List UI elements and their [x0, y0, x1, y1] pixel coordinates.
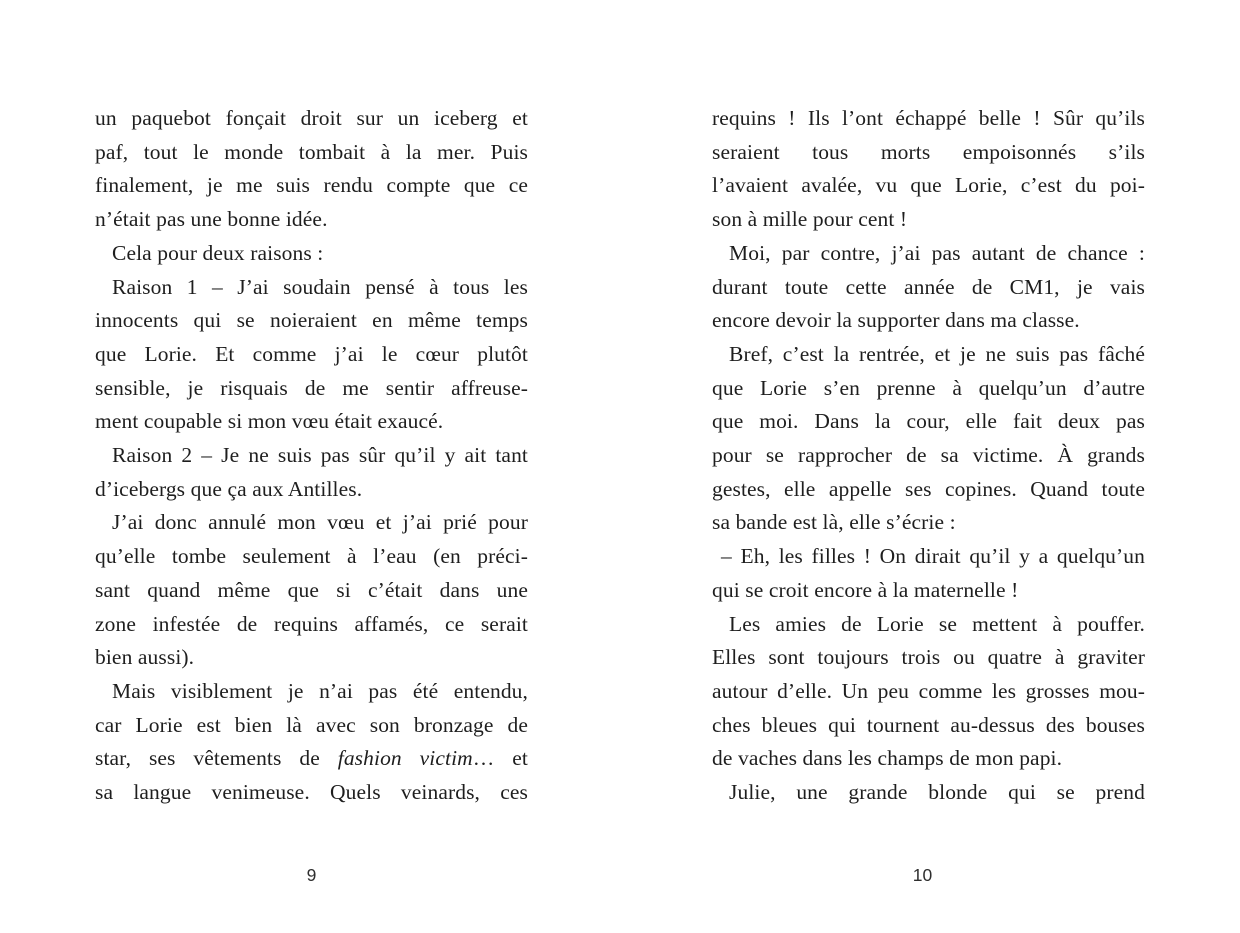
text-segment: que Lorie s’en prenne à quelqu’un d’autre: [712, 375, 1145, 400]
text-line: [712, 405, 1145, 439]
text-segment: Cela pour deux raisons :: [112, 240, 324, 265]
text-segment: seraient tous morts empoisonnés s’ils: [712, 139, 1145, 164]
text-segment: sa bande est là, elle s’écrie :: [712, 510, 956, 535]
text-line: [712, 338, 1145, 372]
text-segment: Bref, c’est la rentrée, et je ne suis pas fâché: [729, 341, 1145, 366]
text-line: [95, 271, 528, 305]
text-segment: sant quand même que si c’était dans une: [95, 577, 528, 602]
text-segment: ment coupable si mon vœu était exaucé.: [95, 409, 444, 434]
text-segment: d’icebergs que ça aux Antilles.: [95, 476, 363, 501]
text-line: [712, 540, 1145, 574]
text-line: [712, 102, 1145, 136]
text-segment: encore devoir la supporter dans ma classe.: [712, 308, 1080, 333]
text-segment: car Lorie est bien là avec son bronzage de: [95, 712, 528, 737]
text-line: [95, 439, 528, 473]
text-line: [95, 136, 528, 170]
text-line: [712, 169, 1145, 203]
text-segment: l’avaient avalée, vu que Lorie, c’est du poi-: [712, 173, 1145, 198]
page-left-text-block: [95, 102, 528, 810]
text-segment: requins ! Ils l’ont échappé belle ! Sûr qu’ils: [712, 106, 1145, 130]
page-right-text-block: [712, 102, 1145, 810]
text-line: [712, 271, 1145, 305]
text-segment: … et: [472, 746, 529, 771]
text-segment: ches bleues qui tournent au-dessus des bouses: [712, 712, 1145, 737]
text-segment: sensible, je risquais de me sentir affreuse-: [95, 375, 528, 400]
text-line: [712, 709, 1145, 743]
text-line: [712, 742, 1145, 776]
text-line: [95, 506, 528, 540]
text-line: [95, 237, 528, 271]
text-line: [712, 237, 1145, 271]
text-line: [712, 776, 1145, 810]
text-line: [712, 203, 1145, 237]
text-segment: J’ai donc annulé mon vœu et j’ai prié pour: [112, 510, 528, 535]
text-segment: bien aussi).: [95, 645, 195, 670]
text-segment: Les amies de Lorie se mettent à pouffer.: [729, 611, 1145, 636]
text-segment: que Lorie. Et comme j’ai le cœur plutôt: [95, 341, 528, 366]
text-segment: Raison 1 – J’ai soudain pensé à tous les: [112, 274, 528, 299]
text-segment: son à mille pour cent !: [712, 207, 908, 232]
text-line: [95, 540, 528, 574]
text-line: [712, 304, 1145, 338]
italic-phrase: fashion victim: [337, 746, 473, 771]
text-segment: qui se croit encore à la maternelle !: [712, 577, 1019, 602]
page-left-number: 9: [306, 865, 317, 885]
text-line: [95, 405, 528, 439]
text-line: [95, 709, 528, 743]
text-segment: pour se rapprocher de sa victime. À grands: [712, 443, 1145, 468]
text-segment: finalement, je me suis rendu compte que ce: [95, 173, 528, 198]
text-segment: Elles sont toujours trois ou quatre à graviter: [712, 645, 1145, 670]
text-segment: gestes, elle appelle ses copines. Quand toute: [712, 476, 1145, 501]
text-segment: que moi. Dans la cour, elle fait deux pas: [712, 409, 1145, 434]
text-segment: n’était pas une bonne idée.: [95, 207, 328, 232]
text-line: [712, 439, 1145, 473]
text-line: [95, 304, 528, 338]
text-line: [95, 675, 528, 709]
text-segment: zone infestée de requins affamés, ce serait: [95, 611, 528, 636]
text-line: [712, 506, 1145, 540]
text-line: [712, 608, 1145, 642]
text-line: [95, 473, 528, 507]
text-segment: star, ses vêtements de: [95, 746, 338, 771]
text-segment: autour d’elle. Un peu comme les grosses mou-: [712, 678, 1145, 703]
text-segment: qu’elle tombe seulement à l’eau (en préci-: [95, 544, 528, 569]
text-line: [95, 102, 528, 136]
text-segment: durant toute cette année de CM1, je vais: [712, 274, 1145, 299]
page-right-number: 10: [912, 865, 933, 885]
text-line: [712, 473, 1145, 507]
text-segment: paf, tout le monde tombait à la mer. Puis: [95, 139, 528, 164]
text-line: [95, 338, 528, 372]
text-line: [712, 574, 1145, 608]
text-line: [712, 641, 1145, 675]
text-segment: Raison 2 – Je ne suis pas sûr qu’il y ait tant: [112, 443, 528, 468]
text-segment: Julie, une grande blonde qui se prend: [729, 780, 1145, 805]
text-line: [95, 574, 528, 608]
text-segment: un paquebot fonçait droit sur un iceberg et: [95, 106, 528, 130]
text-line: [95, 742, 528, 776]
text-line: [95, 372, 528, 406]
text-line: [712, 675, 1145, 709]
text-line: [95, 608, 528, 642]
text-segment: Moi, par contre, j’ai pas autant de chance :: [729, 240, 1145, 265]
text-segment: de vaches dans les champs de mon papi.: [712, 746, 1063, 771]
text-line: [95, 641, 528, 675]
text-segment: – Eh, les filles ! On dirait qu’il y a quelqu’un: [721, 544, 1145, 569]
text-line: [712, 372, 1145, 406]
text-line: [712, 136, 1145, 170]
text-line: [95, 776, 528, 810]
text-line: [95, 169, 528, 203]
text-segment: innocents qui se noieraient en même temps: [95, 308, 528, 333]
text-segment: sa langue venimeuse. Quels veinards, ces: [95, 780, 528, 805]
text-line: [95, 203, 528, 237]
text-segment: Mais visiblement je n’ai pas été entendu,: [112, 678, 528, 703]
